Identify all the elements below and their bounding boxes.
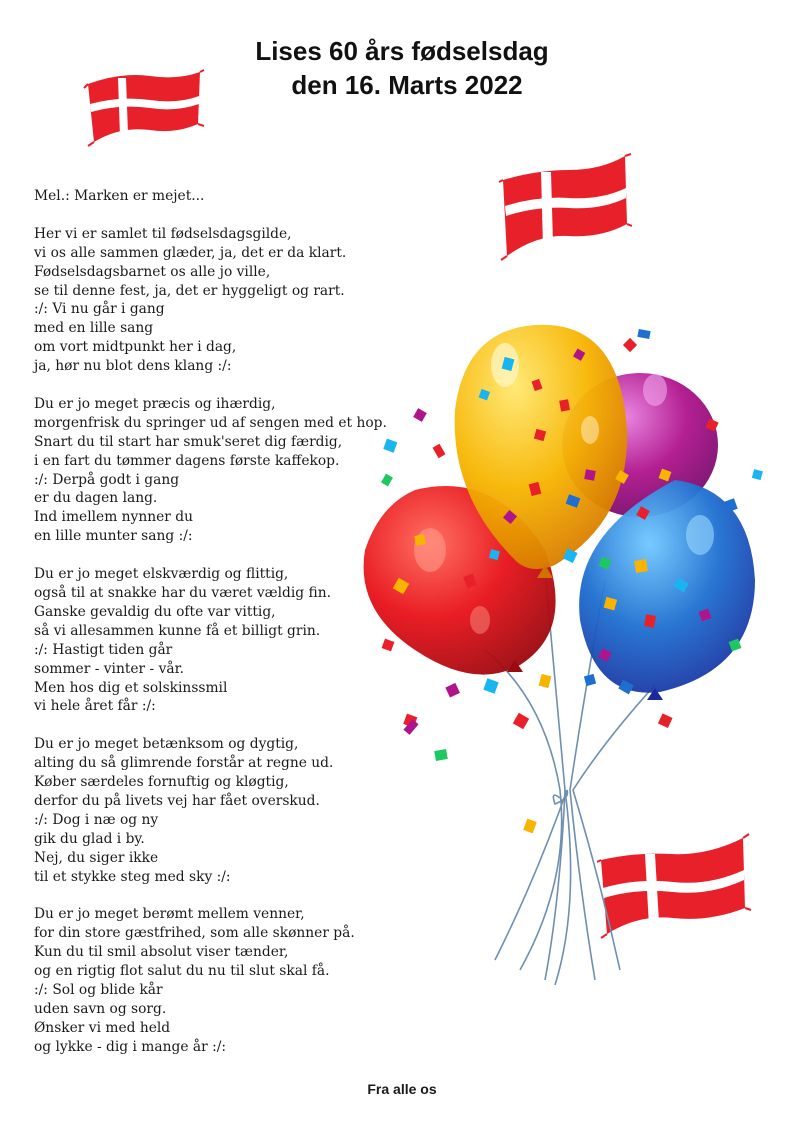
verse-line: :/: Sol og blide kår <box>34 981 163 998</box>
verse-line: se til denne fest, ja, det er hyggeligt og rart. <box>34 282 345 299</box>
verse-line: Køber særdeles fornuftig og kløgtig, <box>34 774 289 791</box>
verse-line: så vi allesammen kunne få et billigt grin. <box>34 622 321 639</box>
verse-line: ja, hør nu blot dens klang :/: <box>34 358 232 375</box>
verse-line: Kun du til smil absolut viser tænder, <box>34 944 289 961</box>
song-text <box>34 187 434 1076</box>
verse <box>34 735 434 886</box>
verse-line: en lille munter sang :/: <box>34 528 193 545</box>
footer-signature: Fra alle os <box>367 1081 437 1097</box>
verse-line: Ønsker vi med held <box>34 1019 171 1036</box>
verse-line: Nej, du siger ikke <box>34 849 159 866</box>
verse-line: og en rigtig flot salut du nu til slut skal få. <box>34 963 330 980</box>
verse-line: Fødselsdagsbarnet os alle jo ville, <box>34 263 271 280</box>
verse-line: :/: Vi nu går i gang <box>34 301 165 318</box>
verse-line: også til at snakke har du været vældig fin. <box>34 584 331 601</box>
verse-line: med en lille sang <box>34 320 154 337</box>
verse-line: :/: Dog i næ og ny <box>34 811 159 828</box>
verse-line: vi os alle sammen glæder, ja, det er da klart. <box>34 244 347 261</box>
verse <box>34 905 434 1056</box>
verse-line: uden savn og sorg. <box>34 1000 167 1017</box>
title-line-2: den 16. Marts 2022 <box>291 70 523 100</box>
verse-line: Ind imellem nynner du <box>34 509 193 526</box>
verse-line: gik du glad i by. <box>34 830 145 847</box>
verse-line: i en fart du tømmer dagens første kaffekop. <box>34 452 340 469</box>
verse-line: sommer - vinter - vår. <box>34 660 185 677</box>
verse <box>34 225 434 376</box>
verse-line: vi hele året får :/: <box>34 698 156 715</box>
verse-line: er du dagen lang. <box>34 490 158 507</box>
verse <box>34 565 434 716</box>
melody-line: Mel.: Marken er mejet... <box>34 188 205 204</box>
danish-flag-icon <box>80 66 205 151</box>
verse <box>34 395 434 546</box>
verse-line: :/: Hastigt tiden går <box>34 641 173 658</box>
verse-line: Du er jo meget elskværdig og flittig, <box>34 566 289 583</box>
verse-line: Du er jo meget berømt mellem venner, <box>34 906 305 923</box>
verse-line: om vort midtpunkt her i dag, <box>34 339 237 356</box>
verse-line: derfor du på livets vej har fået overskud. <box>34 792 320 809</box>
verse-line: til et stykke steg med sky :/: <box>34 868 231 885</box>
title-line-1: Lises 60 års fødselsdag <box>255 36 549 66</box>
verse-line: morgenfrisk du springer ud af sengen med et hop. <box>34 414 387 431</box>
verse-line: for din store gæstfrihed, som alle skønner på. <box>34 925 355 942</box>
verse-line: Snart du til start har smuk'seret dig færdig, <box>34 433 343 450</box>
verse-line: Her vi er samlet til fødselsdagsgilde, <box>34 225 292 242</box>
danish-flag-icon <box>497 152 632 264</box>
verse-line: alting du så glimrende forstår at regne ud. <box>34 755 334 772</box>
verse-line: og lykke - dig i mange år :/: <box>34 1038 227 1055</box>
verse-line: :/: Derpå godt i gang <box>34 471 180 488</box>
verse-line: Men hos dig et solskinssmil <box>34 679 228 696</box>
verse-line: Du er jo meget betænksom og dygtig, <box>34 736 299 753</box>
verse-line: Ganske gevaldig du ofte var vittig, <box>34 603 276 620</box>
verse-line: Du er jo meget præcis og ihærdig, <box>34 395 276 412</box>
